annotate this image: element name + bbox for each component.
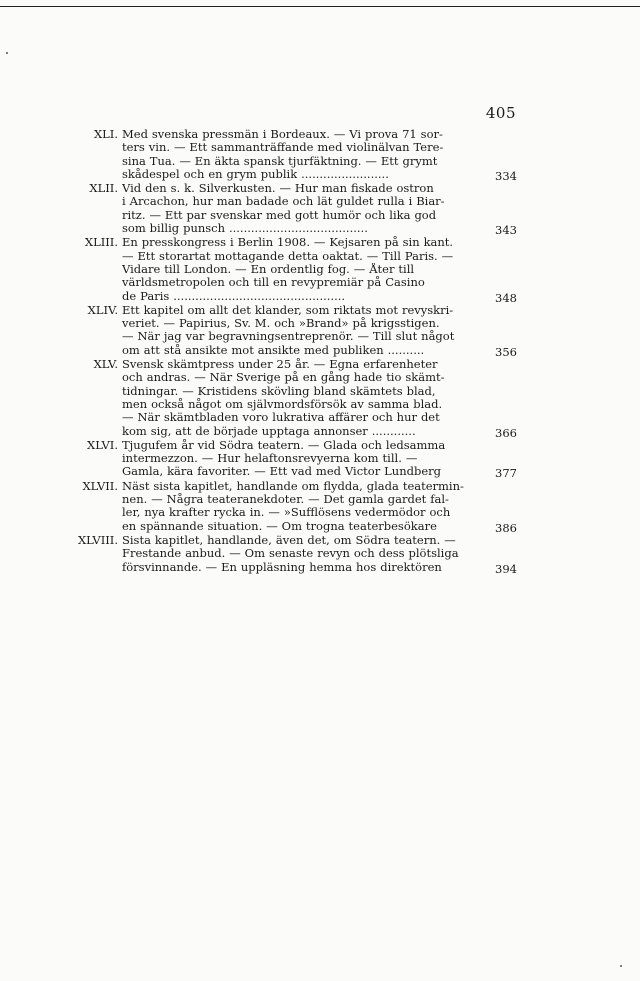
chapter-numeral: XLIII. <box>84 235 118 250</box>
toc-entry <box>0 480 640 533</box>
page-reference: 348 <box>495 290 517 305</box>
summary-line: nen. — Några teateranekdoter. — Det gamla gardet fal- <box>122 493 449 507</box>
paper-speck <box>620 965 622 967</box>
summary-line: kom sig, att de började upptaga annonser ............ <box>122 424 416 438</box>
summary-line: ters vin. — Ett sammanträffande med violinälvan Tere- <box>122 141 444 155</box>
chapter-numeral: XLI. <box>93 127 118 141</box>
summary-line: sina Tua. — En äkta spansk tjurfäktning. — Ett grymt <box>122 154 438 168</box>
summary-line: i Arcachon, hur man badade och lät guldet rulla i Biar- <box>122 195 445 209</box>
toc-entry <box>0 304 640 357</box>
chapter-summary <box>122 480 487 533</box>
summary-line: försvinnande. — En uppläsning hemma hos direktören <box>122 560 442 574</box>
chapter-summary <box>122 358 487 438</box>
toc-entry <box>0 439 640 479</box>
summary-line: intermezzon. — Hur helaftonsrevyerna kom till. — <box>122 452 418 466</box>
chapter-numeral: XLIV. <box>87 302 118 317</box>
summary-line: Tjugufem år vid Södra teatern. — Glada och ledsamma <box>122 438 446 452</box>
chapter-numeral: XLII. <box>89 181 118 196</box>
toc-entry <box>0 235 640 305</box>
page-reference: 386 <box>495 520 517 535</box>
summary-line: ler, nya krafter rycka in. — »Sufflösens vedermödor och <box>122 506 451 520</box>
toc-entry <box>0 534 640 574</box>
page-reference: 377 <box>495 466 517 481</box>
summary-line: — När jag var begravningsentreprenör. — Till slut något <box>122 330 455 344</box>
summary-line: Svensk skämtpress under 25 år. — Egna erfarenheter <box>122 358 438 372</box>
summary-line: Vid den s. k. Silverkusten. — Hur man fiskade ostron <box>122 182 434 196</box>
summary-line: Ett kapitel om allt det klander, som riktats mot revyskri- <box>122 303 454 317</box>
toc-entry <box>0 181 640 238</box>
page-reference: 394 <box>495 561 517 576</box>
page-reference: 366 <box>495 425 517 440</box>
toc-entry <box>0 128 640 181</box>
summary-line: ritz. — Ett par svenskar med gott humör och lika god <box>122 208 437 222</box>
chapter-summary <box>122 128 487 181</box>
summary-line: de Paris ............................................... <box>122 289 346 303</box>
summary-line: om att stå ansikte mot ansikte med publiken .......... <box>122 343 425 357</box>
paper-speck <box>6 52 8 54</box>
summary-line: och andras. — När Sverige på en gång hade tio skämt- <box>122 371 445 385</box>
page-reference: 356 <box>495 344 517 359</box>
summary-line: veriet. — Papirius, Sv. M. och »Brand» på krigsstigen. <box>122 317 440 331</box>
summary-line: En presskongress i Berlin 1908. — Kejsaren på sin kant. <box>122 236 454 250</box>
summary-line: men också något om självmordsförsök av samma blad. <box>122 397 443 411</box>
chapter-summary <box>122 304 487 357</box>
summary-line: Näst sista kapitlet, handlande om flydda, glada teatermin- <box>122 479 464 493</box>
summary-line: skådespel och en grym publik ........................ <box>122 167 389 181</box>
top-edge-rule <box>0 6 640 7</box>
summary-line: en spännande situation. — Om trogna teaterbesökare <box>122 519 437 533</box>
chapter-numeral: XLV. <box>93 357 118 372</box>
summary-line: tidningar. — Kristidens skövling bland skämtets blad, <box>122 384 436 398</box>
summary-line: Frestande anbud. — Om senaste revyn och dess plötsliga <box>122 547 459 561</box>
chapter-numeral: XLVII. <box>82 478 118 493</box>
chapter-numeral: XLVI. <box>87 437 118 452</box>
summary-line: Sista kapitlet, handlande, även det, om Södra teatern. — <box>122 533 456 547</box>
chapter-summary <box>122 439 487 479</box>
toc-entry <box>0 358 640 438</box>
summary-line: Gamla, kära favoriter. — Ett vad med Victor Lundberg <box>122 465 442 479</box>
page-reference: 334 <box>495 168 517 183</box>
summary-line: — Ett storartat mottagande detta oaktat. — Till Paris. — <box>122 249 454 263</box>
chapter-summary <box>122 534 487 574</box>
summary-line: som billig punsch ...................................... <box>122 222 368 236</box>
chapter-summary <box>122 236 487 302</box>
page-number: 405 <box>485 104 516 122</box>
table-of-contents <box>0 128 640 575</box>
summary-line: — När skämtbladen voro lukrativa affärer och hur det <box>122 411 440 425</box>
summary-line: världsmetropolen och till en revypremiär på Casino <box>122 276 425 290</box>
page-reference: 343 <box>495 223 517 238</box>
chapter-summary <box>122 182 487 235</box>
chapter-numeral: XLVIII. <box>77 532 118 547</box>
summary-line: Med svenska pressmän i Bordeaux. — Vi prova 71 sor- <box>122 128 443 141</box>
summary-line: Vidare till London. — En ordentlig fog. — Åter till <box>122 262 415 276</box>
